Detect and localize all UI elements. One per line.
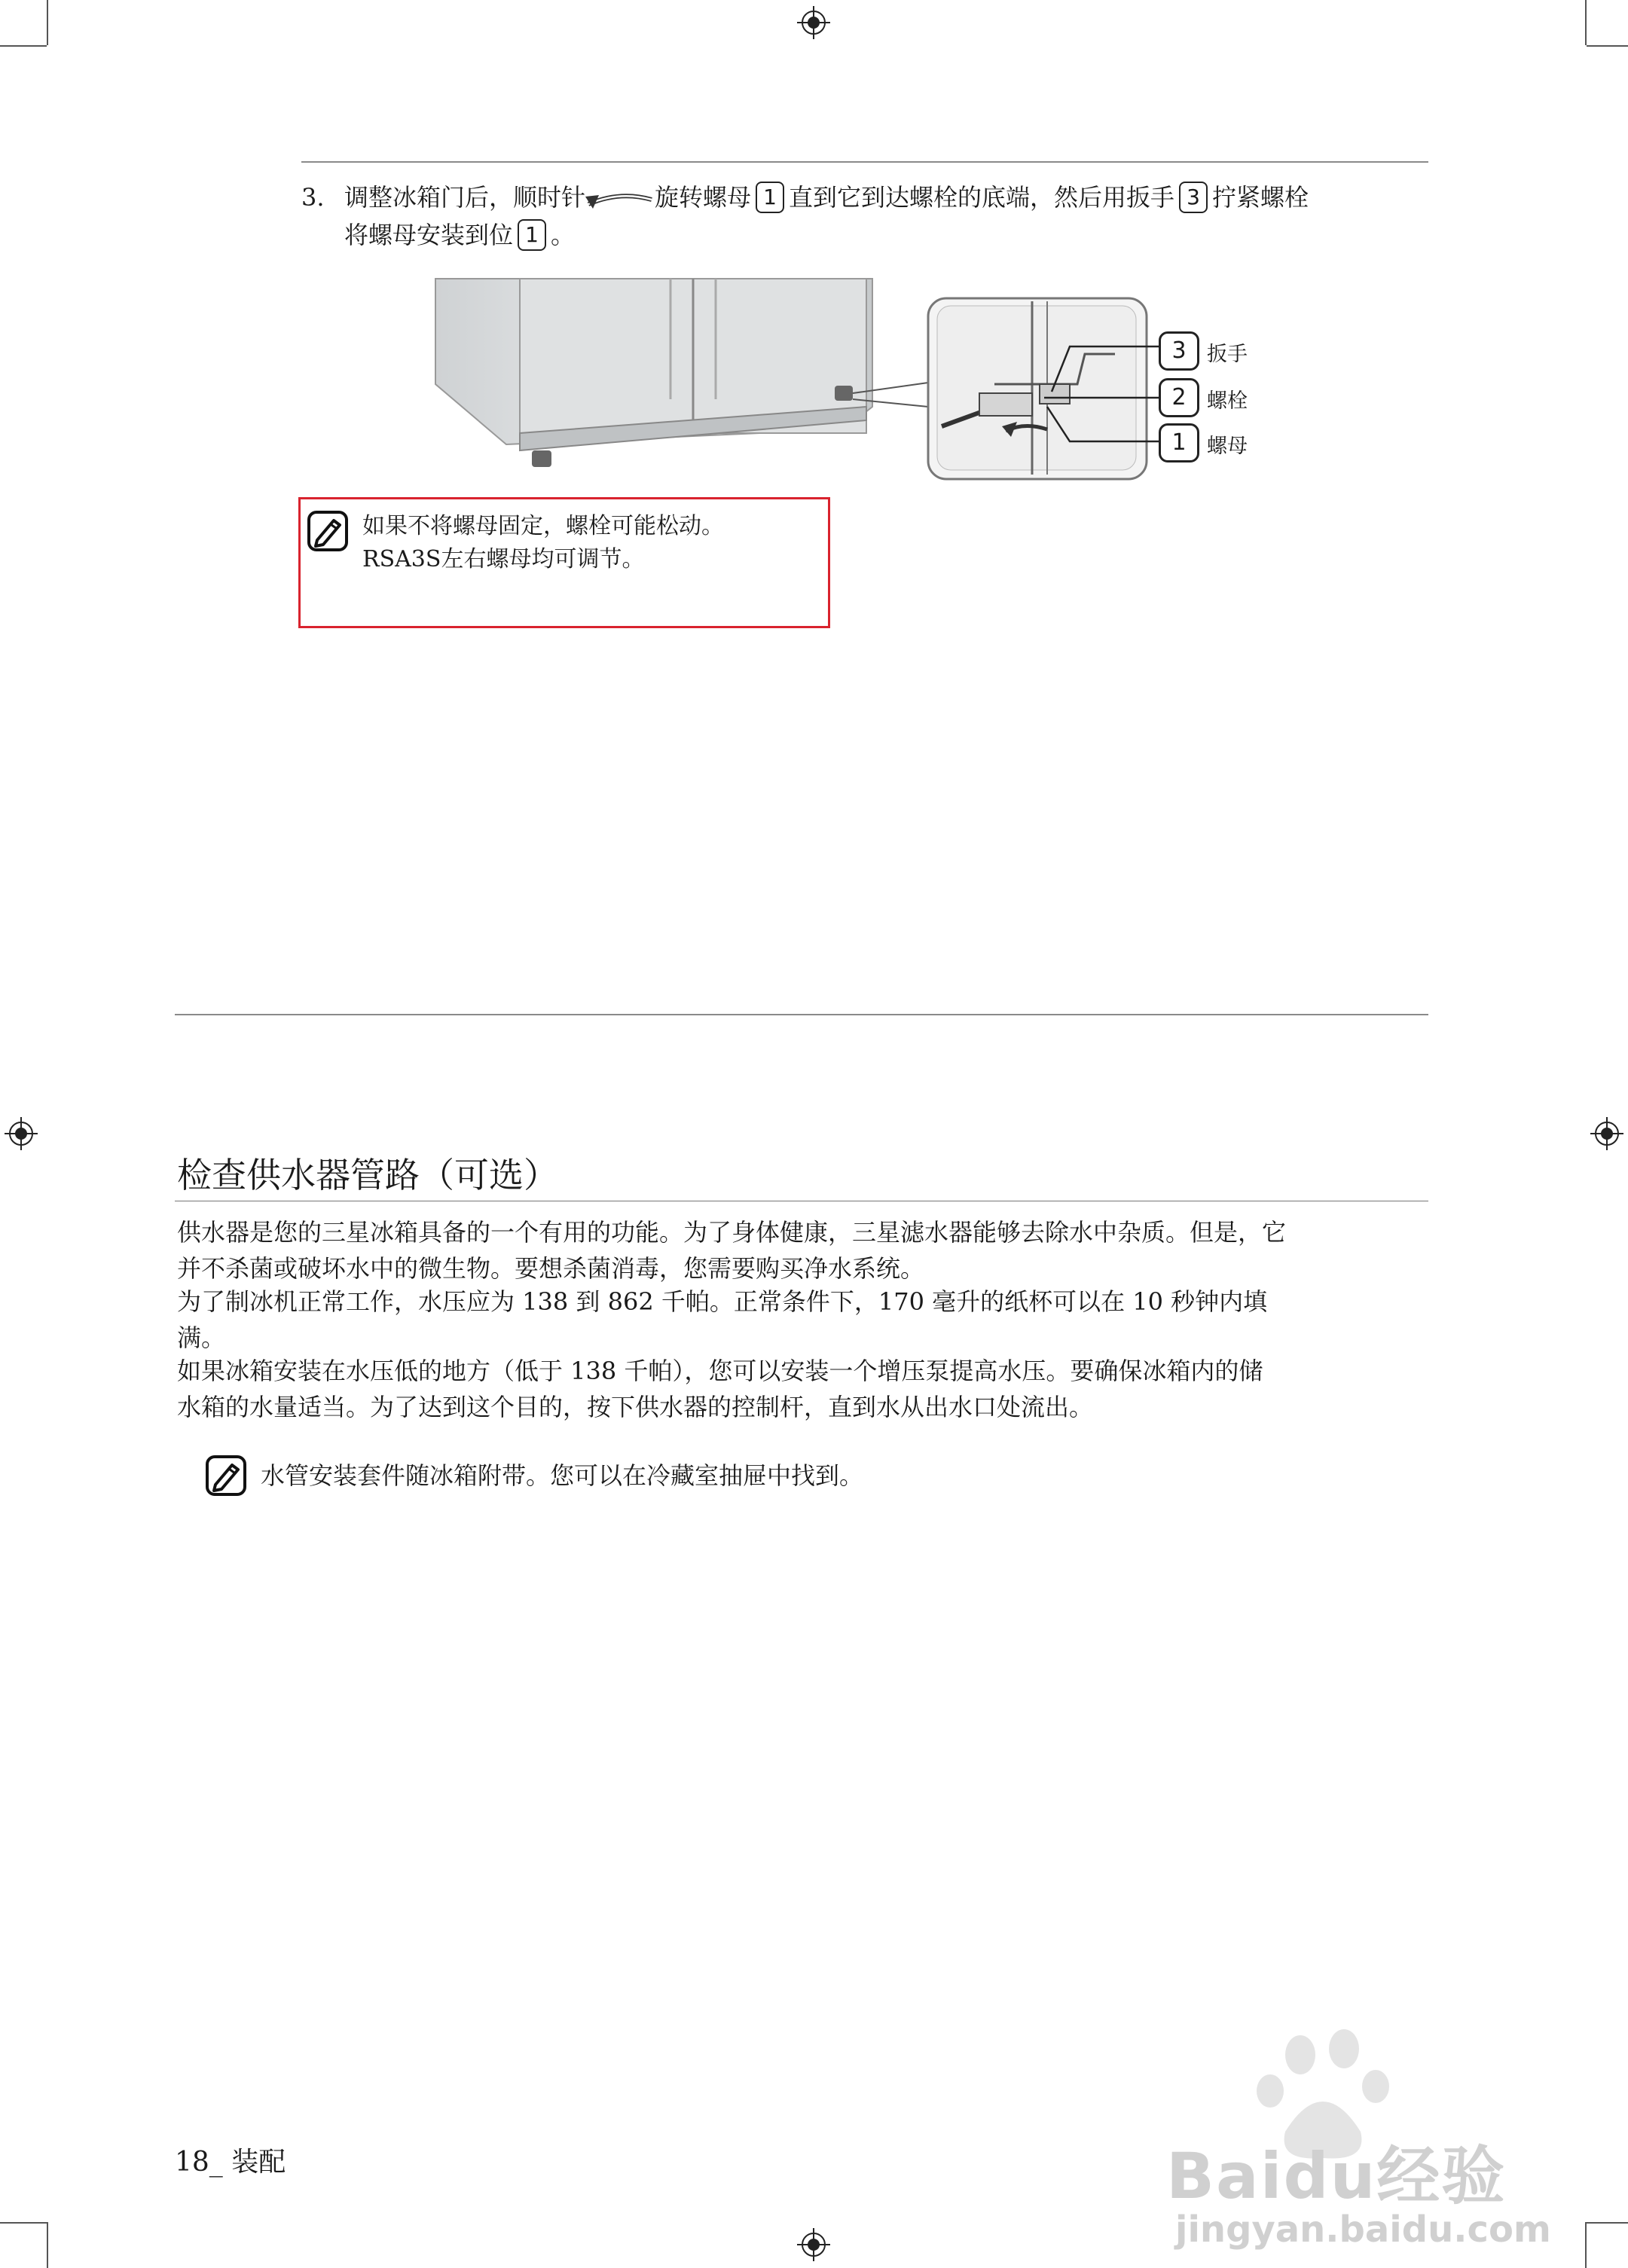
top-divider <box>301 161 1428 163</box>
watermark-url: jingyan.baidu.com <box>1175 2208 1551 2251</box>
callout-label-wrench: 扳手 <box>1207 343 1248 366</box>
step-text: 将螺母安装到位 <box>344 221 514 249</box>
callout-number-bolt: 2 <box>1159 378 1199 417</box>
crop-mark <box>1587 45 1628 47</box>
note-text <box>362 510 724 576</box>
callout-label-bolt: 螺栓 <box>1207 389 1248 413</box>
paragraph-line: 水箱的水量适当。为了达到这个目的，按下供水器的控制杆，直到水从出水口处流出。 <box>177 1393 1094 1421</box>
callout-number-nut: 1 <box>1159 423 1199 462</box>
registration-mark-icon <box>797 2228 830 2261</box>
step-line-2 <box>344 214 575 256</box>
crop-mark <box>47 2222 48 2268</box>
ref-nut-badge: 1 <box>518 219 546 251</box>
note-text: 水管安装套件随冰箱附带。您可以在冷藏室抽屉中找到。 <box>261 1461 864 1490</box>
crop-mark <box>0 2222 47 2224</box>
step-line-1 <box>344 176 1309 218</box>
step-text: 调整冰箱门后，顺时针 <box>344 183 586 212</box>
crop-mark <box>1585 2222 1587 2268</box>
step-text: 。 <box>551 221 576 249</box>
page-footer: 18_ 装配 <box>175 2147 286 2178</box>
step-text: 直到它到达螺栓的底端，然后用扳手 <box>789 183 1175 212</box>
paragraph-line: 满。 <box>177 1323 226 1352</box>
paragraph-line: 为了制冰机正常工作，水压应为 138 到 862 千帕。正常条件下，170 毫升的纸杯可以在 10 秒钟内填 <box>177 1287 1268 1316</box>
registration-mark-icon <box>5 1117 38 1150</box>
crop-mark <box>0 45 47 47</box>
section-divider <box>175 1014 1428 1015</box>
registration-mark-icon <box>1590 1117 1623 1150</box>
note-pencil-icon <box>205 1455 247 1497</box>
callout-number-wrench: 3 <box>1159 331 1199 371</box>
step-text: 旋转螺母 <box>655 183 752 212</box>
registration-mark-icon <box>797 6 830 39</box>
crop-mark <box>1587 2222 1628 2224</box>
note-line: RSA3S左右螺母均可调节。 <box>362 546 645 572</box>
clockwise-arrow-icon <box>585 189 655 210</box>
note-pencil-icon <box>307 510 349 552</box>
step-number: 3. <box>301 183 325 212</box>
paragraph-2 <box>177 1284 1428 1356</box>
ref-wrench-badge: 3 <box>1179 182 1208 213</box>
paragraph-line: 如果冰箱安装在水压低的地方（低于 138 千帕），您可以安装一个增压泵提高水压。要确保冰箱内的储 <box>177 1357 1263 1385</box>
crop-mark <box>47 0 48 45</box>
paragraph-1 <box>177 1214 1428 1287</box>
note-box <box>298 497 830 628</box>
crop-mark <box>1585 0 1587 45</box>
ref-nut-badge: 1 <box>756 182 784 213</box>
paragraph-3 <box>177 1353 1428 1425</box>
callout-label-nut: 螺母 <box>1207 435 1248 458</box>
paragraph-line: 并不杀菌或破坏水中的微生物。要想杀菌消毒，您需要购买净水系统。 <box>177 1254 925 1283</box>
watermark-brand: Baidu经验 <box>1166 2139 1507 2213</box>
paragraph-line: 供水器是您的三星冰箱具备的一个有用的功能。为了身体健康，三星滤水器能够去除水中杂质。但是，它 <box>177 1218 1287 1247</box>
section-title: 检查供水器管路（可选） <box>177 1155 558 1195</box>
step-text: 拧紧螺栓 <box>1212 183 1309 212</box>
note-line: 如果不将螺母固定，螺栓可能松动。 <box>362 513 724 539</box>
